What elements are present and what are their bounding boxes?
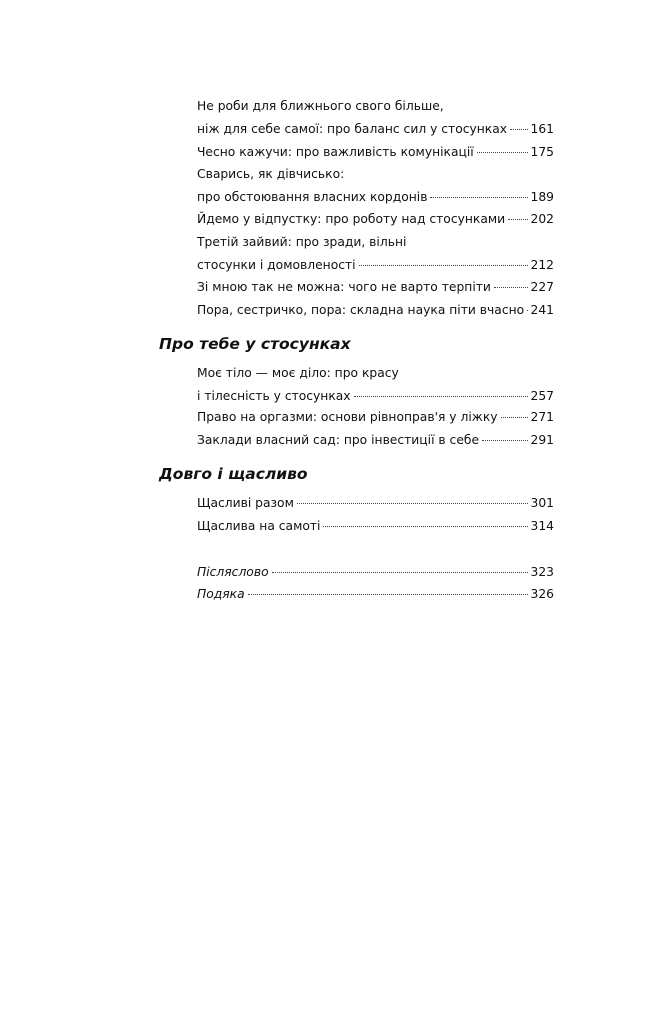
- toc-entry-title-line: Третій зайвий: про зради, вільні: [197, 235, 407, 249]
- toc-entry: [197, 362, 554, 408]
- page-number: 202: [530, 212, 554, 226]
- page-number: 271: [530, 410, 554, 424]
- toc-entry-title: ніж для себе самої: про баланс сил у стосунках: [197, 122, 508, 136]
- section-heading: Довго і щасливо: [159, 465, 308, 483]
- toc-entry-title: Зі мною так не можна: чого не варто терпіти: [197, 280, 491, 294]
- toc-entry-title: про обстоювання власних кордонів: [197, 190, 428, 204]
- toc-entry-afterword: [197, 561, 554, 584]
- page-number: 189: [530, 190, 554, 204]
- page-number: 291: [530, 433, 554, 447]
- dot-leader: [272, 572, 528, 573]
- toc-entry-title: Щаслива на самоті: [197, 519, 321, 533]
- dot-leader: [482, 440, 527, 441]
- toc-entry: [197, 299, 554, 322]
- toc-entry: [197, 141, 554, 164]
- toc-entry-acknowledgements: [197, 583, 554, 606]
- toc-entry-title: Заклади власний сад: про інвестиції в себе: [197, 433, 480, 447]
- toc-entry-title: Післяслово: [197, 565, 269, 579]
- page-number: 301: [530, 496, 554, 510]
- toc-entry-title: Щасливі разом: [197, 496, 294, 510]
- toc-entry-title: Пора, сестричко, пора: складна наука піти вчасно: [197, 303, 525, 317]
- toc-entry-title: Право на оргазми: основи рівноправ'я у ліжку: [197, 410, 498, 424]
- dot-leader: [248, 594, 528, 595]
- toc-entry: [197, 429, 554, 452]
- page-number: 227: [530, 280, 554, 294]
- page-number: 314: [530, 519, 554, 533]
- toc-entry: [197, 163, 554, 209]
- page-number: 161: [530, 122, 554, 136]
- toc-entry-title-line: Моє тіло — моє діло: про красу: [197, 366, 399, 380]
- page-number: 241: [530, 303, 554, 317]
- toc-entry: [197, 276, 554, 299]
- page-number: 257: [530, 389, 554, 403]
- dot-leader: [430, 197, 527, 198]
- page-number: 326: [530, 587, 554, 601]
- page-number: 212: [530, 258, 554, 272]
- dot-leader: [477, 152, 528, 153]
- dot-leader: [297, 503, 528, 504]
- toc-entry-title-line: Не роби для ближнього свого більше,: [197, 99, 444, 113]
- dot-leader: [501, 417, 528, 418]
- dot-leader: [359, 265, 528, 266]
- toc-entry-title: Подяка: [197, 587, 245, 601]
- dot-leader: [508, 219, 527, 220]
- page-number: 175: [530, 145, 554, 159]
- section-heading: Про тебе у стосунках: [159, 335, 351, 353]
- dot-leader: [323, 526, 527, 527]
- dot-leader: [510, 129, 527, 130]
- dot-leader: [354, 396, 528, 397]
- toc-entry-title: Йдемо у відпустку: про роботу над стосунками: [197, 212, 506, 226]
- toc-entry: [197, 515, 554, 538]
- page-number: 323: [530, 565, 554, 579]
- toc-entry: [197, 406, 554, 429]
- toc-entry-title-line: Сварись, як дівчисько:: [197, 167, 345, 181]
- toc-entry: [197, 95, 554, 141]
- toc-entry: [197, 208, 554, 231]
- dot-leader: [494, 287, 528, 288]
- toc-entry-title: Чесно кажучи: про важливість комунікації: [197, 145, 474, 159]
- toc-entry: [197, 492, 554, 515]
- toc-entry-title: і тілесність у стосунках: [197, 389, 351, 403]
- toc-entry: [197, 231, 554, 277]
- toc-entry-title: стосунки і домовленості: [197, 258, 356, 272]
